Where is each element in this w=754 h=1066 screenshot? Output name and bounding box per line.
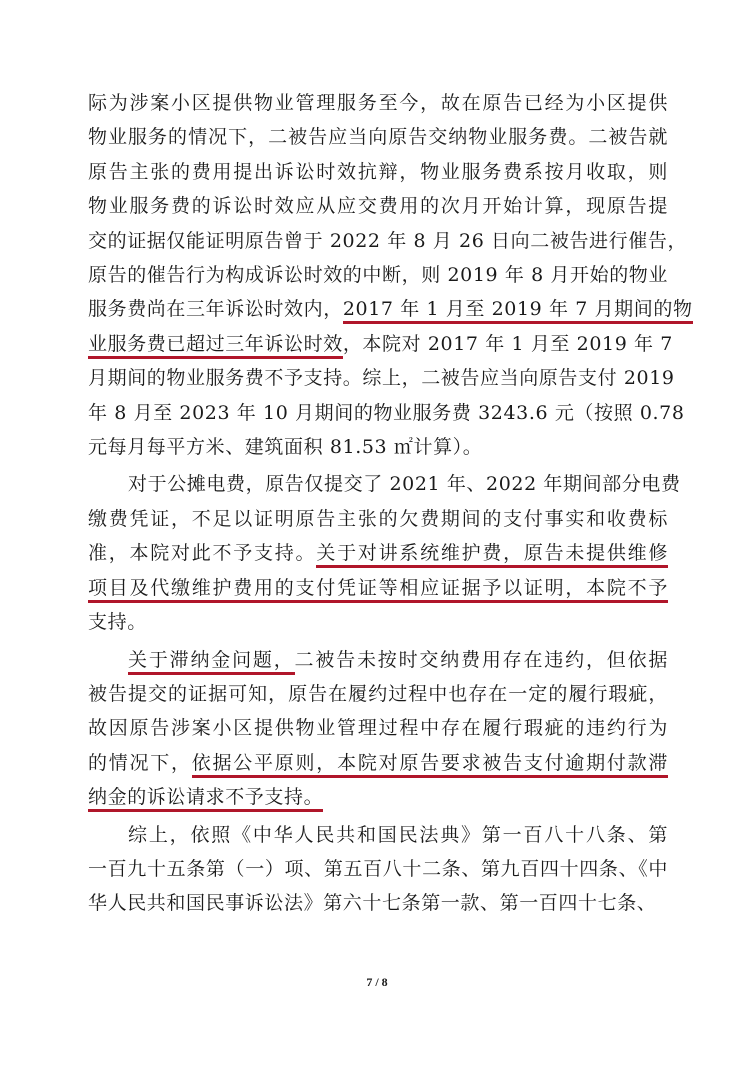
text-line <box>88 224 688 258</box>
paragraph <box>88 467 681 639</box>
body-text: 物业服务费的诉讼时效应从应交费用的次月开始计算，现原告提 <box>88 195 668 218</box>
document-body <box>88 86 693 921</box>
text-line <box>88 571 668 605</box>
text-line <box>88 643 668 677</box>
text-line <box>88 711 668 745</box>
body-text: ，本院对 2017 年 1 月至 2019 年 7 <box>342 332 673 355</box>
text-line <box>88 677 668 711</box>
highlighted-text: 2017 年 1 月至 2019 年 7 月期间的物 <box>343 298 693 324</box>
text-line <box>88 327 673 361</box>
text-line <box>88 502 668 536</box>
text-line <box>88 396 685 430</box>
body-text: 准，本院对此不予支持。 <box>88 542 317 565</box>
text-line <box>88 780 668 814</box>
text-line <box>88 818 668 852</box>
body-text: 故因原告涉案小区提供物业管理过程中存在履行瑕疵的违约行为 <box>88 717 668 740</box>
body-text: 际为涉案小区提供物业管理服务至今，故在原告已经为小区提供 <box>88 92 668 114</box>
text-line <box>88 886 668 920</box>
body-text: 一百九十五条第（一）项、第五百八十二条、第九百四十四条、《中 <box>88 857 668 880</box>
body-text: 支持。 <box>88 611 147 634</box>
paragraph <box>88 643 668 815</box>
body-text: 华人民共和国民事诉讼法》第六十七条第一款、第一百四十七条、 <box>88 892 657 915</box>
highlighted-text: 关于对讲系统维护费，原告未提供维修 <box>316 542 668 568</box>
body-text: 综上，依照《中华人民共和国民法典》第一百八十八条、第 <box>128 823 668 846</box>
highlighted-text: 关于滞纳金问题， <box>128 649 295 675</box>
body-text: 服务费尚在三年诉讼时效内， <box>88 298 343 321</box>
text-line <box>88 189 668 223</box>
highlighted-text: 依据公平原则，本院对原告要求被告支付逾期付款滞 <box>192 752 668 778</box>
text-line <box>88 605 668 639</box>
body-text: 交的证据仅能证明原告曾于 2022 年 8 月 26 日向二被告进行催告， <box>88 229 688 252</box>
body-text: 物业服务的情况下，二被告应当向原告交纳物业服务费。二被告就 <box>88 126 668 149</box>
text-line <box>88 361 675 395</box>
text-line <box>88 120 668 154</box>
page-number: 7 / 8 <box>366 975 388 989</box>
text-line <box>88 430 668 464</box>
text-line <box>88 536 668 570</box>
body-text: 元每月每平方米、建筑面积 81.53 ㎡计算）。 <box>88 436 483 459</box>
highlighted-text: 业服务费已超过三年诉讼时效 <box>88 333 343 359</box>
body-text: 对于公摊电费，原告仅提交了 2021 年、2022 年期间部分电费 <box>128 473 681 496</box>
text-line <box>88 852 668 886</box>
paragraph <box>88 86 693 464</box>
body-text: 缴费凭证，不足以证明原告主张的欠费期间的支付事实和收费标 <box>88 507 668 530</box>
body-text: 年 8 月至 2023 年 10 月期间的物业服务费 3243.6 元（按照 0.78 <box>88 401 685 424</box>
text-line <box>88 155 668 189</box>
body-text: 原告的催告行为构成诉讼时效的中断，则 2019 年 8 月开始的物业 <box>88 264 669 287</box>
paragraph <box>88 818 668 921</box>
text-line <box>88 86 668 120</box>
body-text: 二被告未按时交纳费用存在违约，但依据 <box>294 648 668 671</box>
body-text: 的情况下， <box>88 751 192 774</box>
highlighted-text: 项目及代缴维护费用的支付凭证等相应证据予以证明，本院不予 <box>88 577 668 603</box>
text-line <box>88 467 681 501</box>
body-text: 被告提交的证据可知，原告在履约过程中也存在一定的履行瑕疵， <box>88 682 668 705</box>
text-line <box>88 292 693 326</box>
text-line <box>88 258 668 292</box>
body-text: 月期间的物业服务费不予支持。综上，二被告应当向原告支付 2019 <box>88 367 675 390</box>
highlighted-text: 纳金的诉讼请求不予支持。 <box>88 786 323 812</box>
body-text: 原告主张的费用提出诉讼时效抗辩，物业服务费系按月收取，则 <box>88 160 668 183</box>
text-line <box>88 746 668 780</box>
